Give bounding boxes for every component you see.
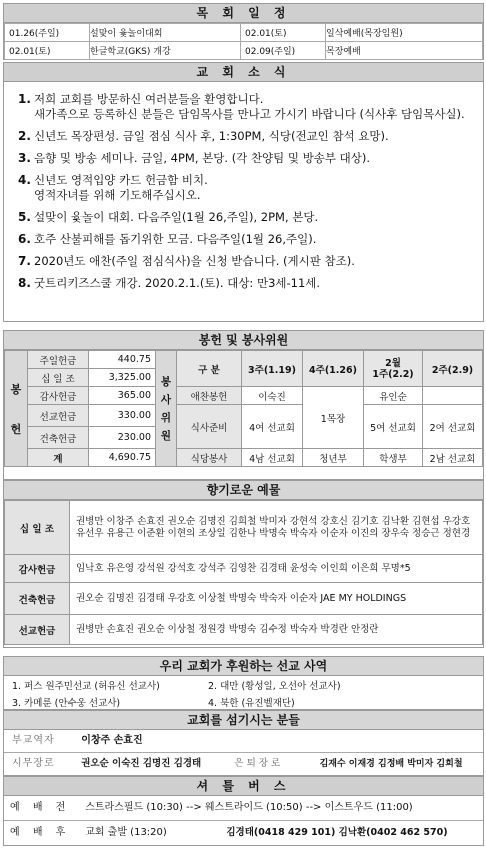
news-item	[18, 173, 483, 203]
offering-total-amount: 4,690.75	[89, 449, 156, 467]
news-item-number: 1.	[18, 92, 31, 106]
offering-amount: 330.00	[89, 405, 156, 427]
retired-names: 김재수 이재경 김정배 박미자 김희철	[319, 759, 463, 769]
mission-title: 우리 교회가 후원하는 선교 사역	[4, 657, 483, 676]
offering-title: 봉헌 및 봉사위원	[4, 331, 483, 350]
news-item-number: 2.	[18, 129, 31, 143]
shuttle-title: 셔 틀 버 스	[4, 777, 483, 796]
service-row-label: 식사준비	[177, 405, 242, 449]
service-cell-merged: 1목장	[303, 387, 364, 449]
service-cell: 학생부	[364, 449, 423, 467]
schedule-title: 목 회 일 정	[4, 4, 483, 23]
service-side-label: 봉 사 위 원	[156, 351, 177, 467]
news-item-number: 8.	[18, 276, 31, 290]
service-row-label: 식당봉사	[177, 449, 242, 467]
offering-label: 선교헌금	[28, 405, 89, 427]
schedule-date: 01.26(주일)	[5, 24, 90, 42]
servants-section	[3, 710, 484, 776]
news-item-number: 5.	[18, 210, 31, 224]
shuttle-contact: 김경태(0418 429 101) 김낙환(0402 462 570)	[226, 827, 448, 838]
news-item-line: 신년도 목장편성. 금일 점심 식사 후, 1:30PM, 식당(전교인 참석 요망).	[34, 129, 389, 143]
news-item	[18, 210, 483, 225]
schedule-event: 일삭예배(목장임원)	[326, 24, 483, 42]
gift-names: 권병만 손효진 권오순 이상철 정원경 박명숙 김수정 박숙자 박경란 안정란	[70, 615, 483, 645]
news-item	[18, 151, 483, 166]
elder-names: 권오순 이숙진 김명진 김경태	[81, 758, 202, 769]
service-cell: 5여 선교회	[364, 405, 423, 449]
offering-label: 십 일 조	[28, 369, 89, 387]
news-item-line: 굿트리키즈스쿨 개강. 2020.2.1.(토). 대상: 만3세-11세.	[34, 276, 321, 290]
service-cell	[423, 387, 483, 405]
gifts-title: 향기로운 예물	[4, 481, 483, 500]
news-item-line: 새가족으로 등록하신 분들은 담임목사를 만나고 가시기 바랍니다 (식사후 담임목사실).	[34, 107, 465, 121]
service-header: 2월 1주(2.2)	[364, 351, 423, 387]
service-header: 2주(2.9)	[423, 351, 483, 387]
offering-side-label: 봉 헌	[5, 351, 28, 467]
mission-item: 2. 대만 (황성일, 오선아 선교사)	[208, 681, 341, 692]
news-section	[3, 62, 484, 322]
offering-label: 주일헌금	[28, 351, 89, 369]
offering-amount: 3,325.00	[89, 369, 156, 387]
schedule-event: 설맞이 윷놀이대회	[90, 24, 241, 42]
shuttle-before-route: 스트라스필드 (10:30) --> 웨스트라이드 (10:50) --> 이스트우드 (11:00)	[85, 802, 413, 813]
news-item-line: 호주 산불피해를 돕기위한 모금. 다음주일(1월 26,주일).	[34, 232, 317, 246]
service-cell: 2여 선교회	[423, 405, 483, 449]
news-item-text	[34, 151, 370, 166]
service-cell: 청년부	[303, 449, 364, 467]
news-item	[18, 276, 483, 291]
offering-amount: 365.00	[89, 387, 156, 405]
elder-label: 시무장로	[12, 758, 55, 769]
retired-label: 은 퇴 장 로	[234, 758, 281, 769]
mission-item: 3. 카메룬 (안수웅 선교사)	[12, 698, 121, 709]
service-cell: 4남 선교회	[242, 449, 303, 467]
schedule-event: 한글학교(GKS) 개강	[90, 42, 241, 60]
service-row-label: 애찬봉헌	[177, 387, 242, 405]
service-cell: 2남 선교회	[423, 449, 483, 467]
pastor-label: 부교역자	[12, 735, 55, 746]
news-list	[4, 82, 483, 291]
offering-label: 건축헌금	[28, 427, 89, 449]
service-header: 4주(1.26)	[303, 351, 364, 387]
schedule-date: 02.01(토)	[5, 42, 90, 60]
gift-names: 권오순 김명진 김경태 우강호 이상철 박명숙 박숙자 이순자 JAE MY HOLDINGS	[70, 583, 483, 615]
news-item	[18, 232, 483, 247]
news-item-text	[34, 173, 208, 203]
schedule-row	[5, 42, 483, 60]
news-item-line: 설맞이 윷놀이 대회. 다음주일(1월 26,주일), 2PM, 본당.	[34, 210, 319, 224]
offering-amount: 440.75	[89, 351, 156, 369]
news-title: 교 회 소 식	[4, 63, 483, 82]
schedule-date: 02.01(토)	[241, 24, 326, 42]
mission-section	[3, 656, 484, 710]
news-item-line: 2020년도 애찬(주일 점심식사)을 신청 받습니다. (게시판 참조).	[34, 254, 355, 268]
service-header: 3주(1.19)	[242, 351, 303, 387]
offering-amount: 230.00	[89, 427, 156, 449]
news-item-number: 4.	[18, 173, 31, 187]
service-cell: 이숙진	[242, 387, 303, 405]
offering-total-label: 계	[28, 449, 89, 467]
gift-label: 선교헌금	[5, 615, 70, 645]
news-item-text	[34, 232, 316, 247]
gift-row	[5, 555, 483, 583]
shuttle-after-label: 예 배 후	[10, 827, 71, 838]
service-cell: 4여 선교회	[242, 405, 303, 449]
schedule-date: 02.09(주일)	[241, 42, 326, 60]
mission-item: 1. 퍼스 원주민선교 (허유신 선교사)	[12, 681, 160, 692]
gifts-section	[3, 480, 484, 648]
mission-item: 4. 북한 (유진벨재단)	[208, 698, 295, 709]
news-item	[18, 254, 483, 269]
news-item-line: 영적자녀를 위해 기도해주십시오.	[34, 188, 201, 202]
shuttle-after-route: 교회 출발 (13:20)	[85, 827, 167, 838]
schedule-event: 목장예배	[326, 42, 483, 60]
service-cell: 유인순	[364, 387, 423, 405]
gifts-table	[4, 500, 483, 645]
pastor-names: 이창주 손효진	[81, 735, 143, 746]
news-item-line: 음향 및 방송 세미나. 금일, 4PM, 본당. (각 찬양팀 및 방송부 대상).	[34, 151, 371, 165]
news-item	[18, 92, 483, 122]
offering-table	[4, 350, 483, 467]
news-item-number: 6.	[18, 232, 31, 246]
gift-label: 건축헌금	[5, 583, 70, 615]
gift-label: 감사헌금	[5, 555, 70, 583]
news-item-number: 3.	[18, 151, 31, 165]
service-header: 구 분	[177, 351, 242, 387]
gift-row	[5, 583, 483, 615]
news-item-text	[34, 276, 320, 291]
gift-names: 권병만 이창주 손효진 권오순 김명진 김희철 박미자 강현석 강호신 김기호 김낙환 김현섭 우강호 유선우 유용근 이준환 이현의 조상일 김한나 박명숙 박숙자 이순자 이진의 장우숙 정승근 정현경	[70, 501, 483, 555]
news-item-line: 신년도 영적입양 카드 헌금함 비치.	[34, 173, 208, 187]
offering-label: 감사헌금	[28, 387, 89, 405]
news-item-text	[34, 92, 465, 122]
news-item-line: 저희 교회를 방문하신 여러분들을 환영합니다.	[34, 92, 264, 106]
news-item	[18, 129, 483, 144]
news-item-text	[34, 254, 355, 269]
gift-names: 임낙호 유은영 강석원 강석호 강석주 김영찬 김경태 윤성숙 이인희 이은희 무명*5	[70, 555, 483, 583]
gift-label: 십 일 조	[5, 501, 70, 555]
shuttle-section	[3, 776, 484, 846]
schedule-section	[3, 3, 484, 60]
gift-row	[5, 501, 483, 555]
schedule-row	[5, 24, 483, 42]
news-item-number: 7.	[18, 254, 31, 268]
gift-row	[5, 615, 483, 645]
schedule-table	[4, 23, 483, 60]
offering-section	[3, 330, 484, 480]
news-item-text	[34, 210, 318, 225]
news-item-text	[34, 129, 389, 144]
shuttle-before-label: 예 배 전	[10, 802, 71, 813]
servants-title: 교회를 섬기시는 분들	[4, 711, 483, 730]
